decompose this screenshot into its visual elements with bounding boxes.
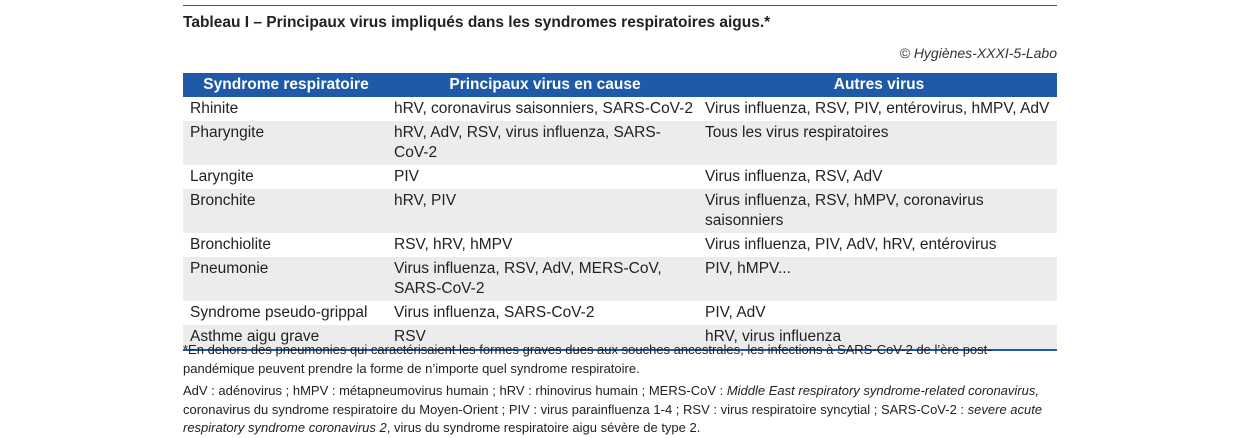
table-row	[183, 97, 1057, 121]
cell-autres: Virus influenza, RSV, AdV	[705, 168, 883, 185]
table-row	[183, 233, 1057, 257]
cell-principaux: PIV	[394, 168, 419, 185]
cell-autres: Virus influenza, RSV, PIV, entérovirus, hMPV, AdV	[705, 100, 1050, 117]
header-syndrome: Syndrome respiratoire	[183, 73, 389, 97]
cell-principaux: hRV, AdV, RSV, virus influenza, SARS-CoV-2	[389, 121, 701, 165]
cell-syndrome: Laryngite	[190, 168, 254, 185]
table-header-row	[183, 73, 1057, 97]
cell-autres: Virus influenza, RSV, hMPV, coronavirus saisonniers	[701, 189, 1057, 233]
abbr-sars-full: severe acute respiratory syndrome coronavirus 2	[183, 401, 1043, 435]
cell-principaux: hRV, PIV	[389, 189, 701, 233]
cell-autres: PIV, hMPV...	[701, 257, 1057, 301]
cell-autres: Tous les virus respiratoires	[701, 121, 1057, 165]
cell-principaux: hRV, coronavirus saisonniers, SARS-CoV-2	[394, 100, 693, 117]
footnote: *En dehors des pneumonies qui caractérisaient les formes graves dues aux souches ancestrales, les infections à SARS-CoV-2 de l’ère post-pandémique peuvent prendre la forme de n’importe quel syndrome respiratoire.	[183, 342, 992, 376]
table-row	[183, 121, 1057, 165]
abbreviations	[183, 382, 1057, 438]
abbr-part-1: AdV : adénovirus ; hMPV : métapneumovirus humain ; hRV : rhinovirus humain ; MERS-CoV :	[183, 383, 727, 398]
table-title: Tableau I – Principaux virus impliqués dans les syndromes respiratoires aigus.*	[183, 14, 771, 31]
abbr-part-2: coronavirus du syndrome respiratoire du Moyen-Orient ; PIV : virus parainfluenza 1-4 ; RSV : virus respiratoire syncytial ; SARS-CoV-2 :	[183, 401, 968, 417]
cell-syndrome: Syndrome pseudo-grippal	[190, 304, 368, 321]
copyright-credit: © Hygiènes-XXXI-5-Labo	[899, 45, 1057, 61]
top-rule	[183, 5, 1057, 6]
cell-syndrome: Asthme aigu grave	[183, 325, 389, 350]
cell-autres: Virus influenza, PIV, AdV, hRV, entérovirus	[705, 236, 997, 253]
cell-syndrome: Bronchite	[183, 189, 389, 233]
cell-principaux: RSV, hRV, hMPV	[394, 236, 513, 253]
cell-syndrome: Bronchiolite	[190, 236, 271, 253]
header-autres: Autres virus	[701, 73, 1057, 97]
cell-principaux: Virus influenza, RSV, AdV, MERS-CoV, SARS-CoV-2	[389, 257, 701, 301]
table-row	[183, 189, 1057, 233]
header-principaux: Principaux virus en cause	[389, 73, 701, 97]
table-row	[183, 257, 1057, 301]
cell-syndrome: Pneumonie	[183, 257, 389, 301]
abbr-part-3: , virus du syndrome respiratoire aigu sévère de type 2.	[386, 420, 701, 435]
cell-autres: PIV, AdV	[705, 304, 766, 321]
table-row	[183, 301, 1057, 325]
abbr-mers-full: Middle East respiratory syndrome-related coronavirus,	[726, 383, 1039, 398]
virus-table	[183, 73, 1057, 351]
cell-syndrome: Pharyngite	[183, 121, 389, 165]
cell-principaux: Virus influenza, SARS-CoV-2	[394, 304, 595, 321]
table-notes	[183, 341, 1057, 438]
cell-syndrome: Rhinite	[190, 100, 239, 117]
cell-autres: hRV, virus influenza	[701, 325, 1057, 350]
cell-principaux: RSV	[389, 325, 701, 350]
table-row	[183, 165, 1057, 189]
